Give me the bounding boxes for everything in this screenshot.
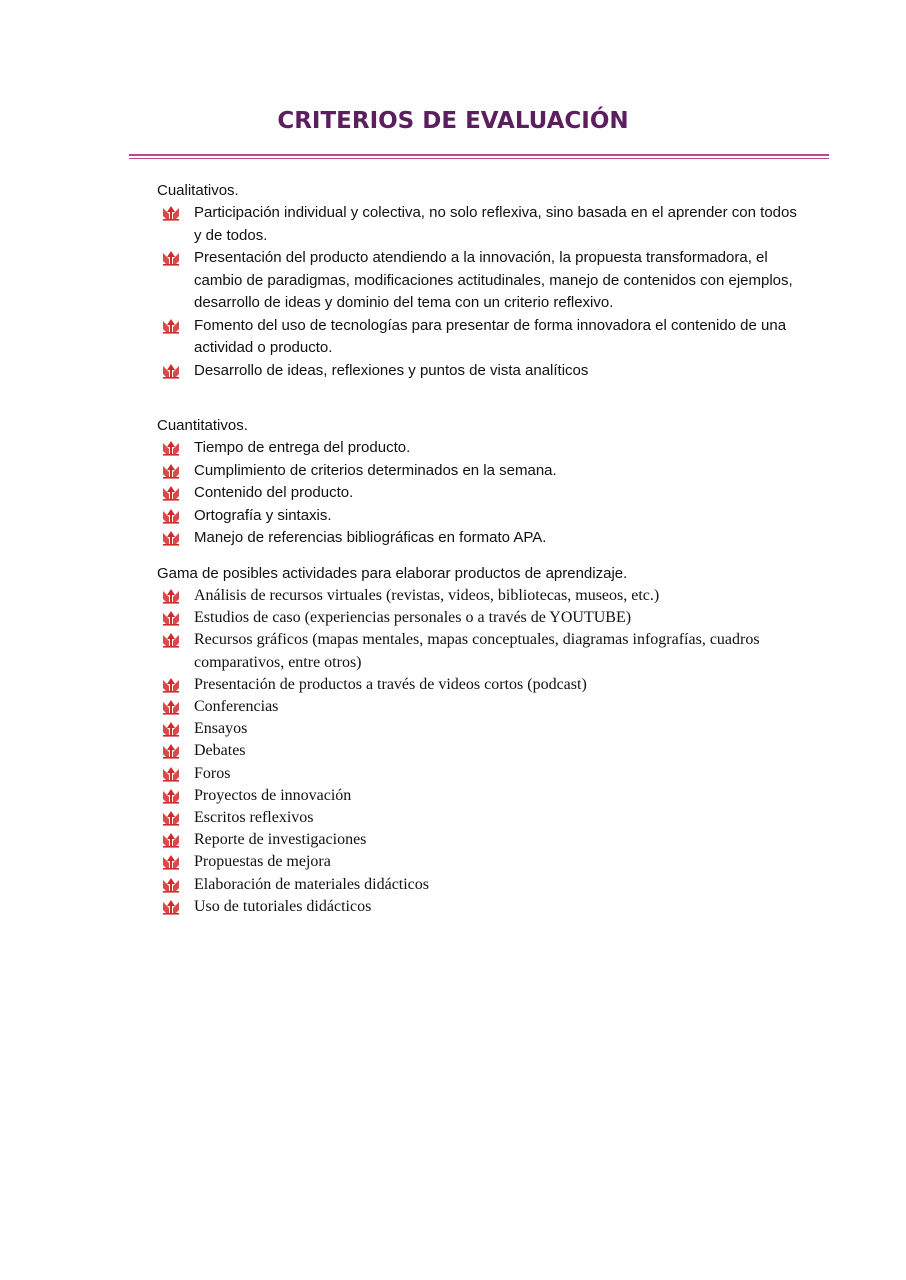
list-item	[157, 740, 797, 762]
red-arrow-bullet-icon	[162, 318, 180, 334]
list-item-text: Propuestas de mejora	[194, 853, 331, 871]
red-arrow-bullet-icon	[162, 205, 180, 221]
list-item-text: Manejo de referencias bibliográficas en formato APA.	[194, 529, 547, 546]
section-actividades	[157, 563, 797, 918]
red-arrow-bullet-icon	[162, 440, 180, 456]
list-item-text: Tiempo de entrega del producto.	[194, 439, 411, 456]
red-arrow-bullet-icon	[162, 788, 180, 804]
list-item	[157, 785, 797, 807]
red-arrow-bullet-icon	[162, 530, 180, 546]
list-item	[157, 360, 797, 383]
list-item-text: Participación individual y colectiva, no solo reflexiva, sino basada en el aprender con todos y de todos.	[194, 204, 797, 244]
list-item-text: Presentación de productos a través de videos cortos (podcast)	[194, 675, 587, 693]
list-item-text: Elaboración de materiales didácticos	[194, 875, 430, 893]
list-item	[157, 460, 797, 483]
section-cualitativos	[157, 180, 797, 382]
list-item-text: Análisis de recursos virtuales (revistas, videos, bibliotecas, museos, etc.)	[194, 587, 660, 604]
red-arrow-bullet-icon	[162, 743, 180, 759]
red-arrow-bullet-icon	[162, 721, 180, 737]
red-arrow-bullet-icon	[162, 632, 180, 648]
list-item	[157, 874, 797, 896]
red-arrow-bullet-icon	[162, 877, 180, 893]
red-arrow-bullet-icon	[162, 832, 180, 848]
list-item-text: Ensayos	[194, 720, 248, 738]
list-item-text: Contenido del producto.	[194, 484, 354, 501]
title-divider-thick	[129, 154, 829, 156]
list-item	[157, 247, 797, 315]
red-arrow-bullet-icon	[162, 766, 180, 782]
list-item	[157, 527, 797, 550]
criteria-list	[157, 202, 797, 382]
page-title: CRITERIOS DE EVALUACIÓN	[277, 108, 629, 134]
list-item	[157, 674, 797, 696]
title-divider-thin	[129, 158, 829, 159]
list-item	[157, 851, 797, 873]
list-item	[157, 696, 797, 718]
list-item-text: Reporte de investigaciones	[194, 831, 367, 849]
list-item	[157, 763, 797, 785]
list-item	[157, 202, 797, 247]
red-arrow-bullet-icon	[162, 610, 180, 626]
red-arrow-bullet-icon	[162, 463, 180, 479]
list-item-text: Presentación del producto atendiendo a la innovación, la propuesta transformadora, el cambio de paradigmas, modificaciones actitudinales, manejo de contenidos con ejemplos, desarrollo de ideas y dominio del tema con un criterio reflexivo.	[194, 249, 793, 311]
section-heading: Cualitativos.	[157, 182, 239, 199]
section-cuantitativos	[157, 415, 797, 550]
red-arrow-bullet-icon	[162, 810, 180, 826]
section-heading: Gama de posibles actividades para elaborar productos de aprendizaje.	[157, 565, 628, 582]
list-item	[157, 585, 797, 607]
red-arrow-bullet-icon	[162, 677, 180, 693]
red-arrow-bullet-icon	[162, 250, 180, 266]
red-arrow-bullet-icon	[162, 854, 180, 870]
list-item-text: Conferencias	[194, 698, 279, 716]
list-item-text: Debates	[194, 742, 246, 760]
list-item-text: Uso de tutoriales didácticos	[194, 897, 372, 915]
list-item-text: Recursos gráficos (mapas mentales, mapas conceptuales, diagramas infografías, cuadros comparativos, entre otros)	[194, 631, 760, 671]
red-arrow-bullet-icon	[162, 699, 180, 715]
list-item-text: Desarrollo de ideas, reflexiones y puntos de vista analíticos	[194, 361, 589, 379]
list-item	[157, 482, 797, 505]
red-arrow-bullet-icon	[162, 508, 180, 524]
red-arrow-bullet-icon	[162, 899, 180, 915]
list-item-text: Fomento del uso de tecnologías para presentar de forma innovadora el contenido de una actividad o producto.	[194, 316, 787, 356]
list-item	[157, 718, 797, 740]
list-item-text: Proyectos de innovación	[194, 786, 352, 804]
list-item-text: Ortografía y sintaxis.	[194, 506, 332, 524]
list-item	[157, 505, 797, 528]
list-item	[157, 607, 797, 629]
list-item	[157, 315, 797, 360]
list-item	[157, 437, 797, 460]
list-item	[157, 629, 797, 673]
section-heading: Cuantitativos.	[157, 417, 248, 434]
red-arrow-bullet-icon	[162, 363, 180, 379]
list-item	[157, 896, 797, 918]
list-item-text: Cumplimiento de criterios determinados en la semana.	[194, 461, 557, 479]
red-arrow-bullet-icon	[162, 588, 180, 604]
list-item	[157, 829, 797, 851]
list-item-text: Escritos reflexivos	[194, 809, 314, 827]
criteria-list	[157, 437, 797, 550]
list-item-text: Foros	[194, 764, 231, 782]
red-arrow-bullet-icon	[162, 485, 180, 501]
list-item-text: Estudios de caso (experiencias personales o a través de YOUTUBE)	[194, 609, 632, 627]
list-item	[157, 807, 797, 829]
activities-list	[157, 585, 797, 918]
